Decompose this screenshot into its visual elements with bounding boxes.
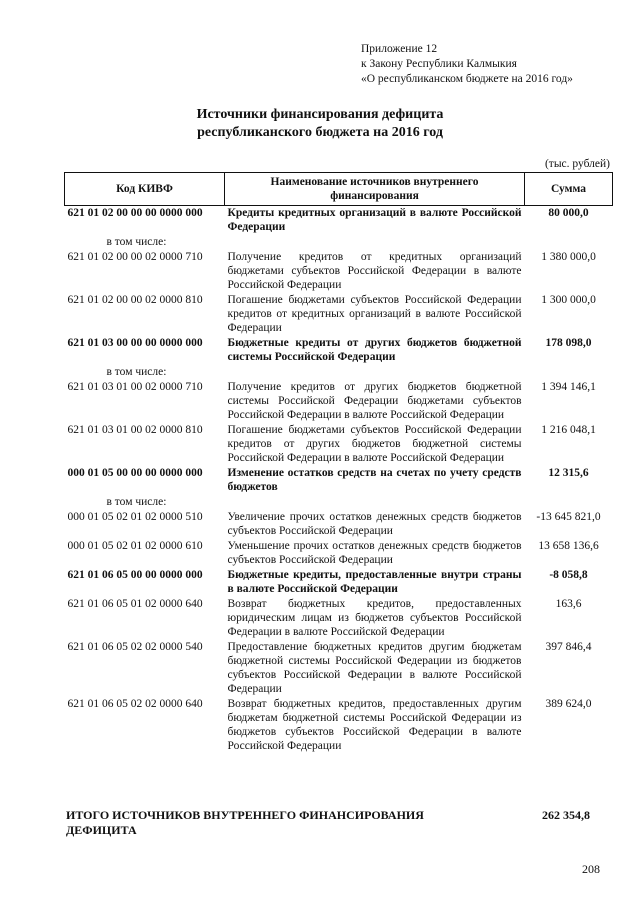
financing-sources-table (64, 172, 613, 754)
cell-name: Предоставление бюджетных кредитов другим бюджетам бюджетной системы Российской Федерации из бюджетов субъектов Российской Федерации в валюте Российской Федерации (227, 641, 522, 695)
cell-sum: 12 315,6 (548, 467, 589, 479)
table-row (65, 495, 613, 510)
cell-name: Бюджетные кредиты от других бюджетов бюджетной системы Российской Федерации (227, 337, 522, 363)
table-row (65, 510, 613, 539)
table-row (65, 206, 613, 236)
cell-code: 000 01 05 02 01 02 0000 510 (67, 511, 203, 523)
header-sum: Сумма (525, 173, 613, 206)
cell-sum: 1 300 000,0 (541, 294, 596, 306)
cell-sum: 178 098,0 (545, 337, 592, 349)
table-row (65, 365, 613, 380)
cell-sum: 1 394 146,1 (541, 381, 596, 393)
table-row (65, 250, 613, 293)
cell-code: 621 01 03 01 00 02 0000 710 (67, 381, 203, 393)
cell-name: Погашение бюджетами субъектов Российской Федерации кредитов от кредитных организаций в валюте Российской Федерации (227, 294, 522, 334)
page-number: 208 (582, 862, 600, 876)
cell-name: Возврат бюджетных кредитов, предоставленных юридическим лицам из бюджетов субъектов Российской Федерации в валюте Российской Федерации (227, 598, 522, 638)
cell-code: 621 01 03 01 00 02 0000 810 (67, 424, 203, 436)
title-line: Источники финансирования дефицита (196, 107, 444, 122)
cell-name: Получение кредитов от других бюджетов бюджетной системы Российской Федерации бюджетами субъектов Российской Федерации в валюте Российской Федерации (227, 381, 522, 421)
cell-code: 621 01 02 00 00 02 0000 810 (67, 294, 203, 306)
table-row (65, 423, 613, 466)
total-label: ИТОГО ИСТОЧНИКОВ ВНУТРЕННЕГО ФИНАНСИРОВАНИЯ ДЕФИЦИТА (66, 808, 424, 837)
table-row (65, 293, 613, 336)
units-label: (тыс. рублей) (544, 158, 610, 170)
total-row (66, 808, 614, 838)
cell-code: 621 01 06 05 02 02 0000 640 (67, 698, 203, 710)
cell-code: 000 01 05 02 01 02 0000 610 (67, 540, 203, 552)
cell-name: Изменение остатков средств на счетах по учету средств бюджетов (227, 467, 522, 493)
appendix-header (361, 42, 573, 87)
header-name: Наименование источников внутреннего финансирования (225, 173, 525, 206)
cell-sum: -8 058,8 (549, 569, 588, 581)
title-line: республиканского бюджета на 2016 год (197, 125, 443, 140)
cell-name: Получение кредитов от кредитных организаций бюджетами субъектов Российской Федерации в валюте Российской Федерации (227, 251, 522, 291)
cell-sum: 1 216 048,1 (541, 424, 596, 436)
appendix-line: «О республиканском бюджете на 2016 год» (361, 73, 573, 85)
including-label: в том числе: (106, 366, 167, 378)
cell-code: 621 01 02 00 00 00 0000 000 (67, 207, 203, 219)
appendix-line: Приложение 12 (361, 43, 438, 55)
cell-sum: -13 645 821,0 (536, 511, 601, 523)
table-row (65, 466, 613, 495)
cell-sum: 1 380 000,0 (541, 251, 596, 263)
table-row (65, 380, 613, 423)
cell-code: 621 01 06 05 01 02 0000 640 (67, 598, 203, 610)
table-row (65, 568, 613, 597)
cell-name: Уменьшение прочих остатков денежных средств бюджетов субъектов Российской Федерации (227, 540, 522, 566)
cell-code: 000 01 05 00 00 00 0000 000 (67, 467, 203, 479)
cell-name: Бюджетные кредиты, предоставленные внутри страны в валюте Российской Федерации (227, 569, 522, 595)
cell-sum: 13 658 136,6 (538, 540, 599, 552)
cell-sum: 389 624,0 (545, 698, 592, 710)
table-row (65, 539, 613, 568)
table-header-row (65, 173, 613, 206)
table-row (65, 640, 613, 697)
total-value: 262 354,8 (542, 808, 590, 822)
document-title (0, 106, 640, 142)
table-row (65, 697, 613, 754)
table-body (65, 206, 613, 755)
cell-code: 621 01 03 00 00 00 0000 000 (67, 337, 203, 349)
cell-code: 621 01 06 05 02 02 0000 540 (67, 641, 203, 653)
cell-sum: 80 000,0 (548, 207, 589, 219)
cell-name: Погашение бюджетами субъектов Российской Федерации кредитов от других бюджетов бюджетной системы Российской Федерации в валюте Российской Федерации (227, 424, 522, 464)
appendix-line: к Закону Республики Калмыкия (361, 58, 517, 70)
including-label: в том числе: (106, 236, 167, 248)
cell-name: Возврат бюджетных кредитов, предоставленных другим бюджетам бюджетной системы Российской Федерации из бюджетов субъектов Российской Федерации в валюте Российской Федерации (227, 698, 522, 752)
cell-sum: 163,6 (555, 598, 582, 610)
cell-code: 621 01 02 00 00 02 0000 710 (67, 251, 203, 263)
cell-name: Увеличение прочих остатков денежных средств бюджетов субъектов Российской Федерации (227, 511, 522, 537)
table-row (65, 597, 613, 640)
cell-sum: 397 846,4 (545, 641, 592, 653)
cell-code: 621 01 06 05 00 00 0000 000 (67, 569, 203, 581)
table-row (65, 336, 613, 365)
table-row (65, 235, 613, 250)
including-label: в том числе: (106, 496, 167, 508)
header-code: Код КИВФ (65, 173, 225, 206)
cell-name: Кредиты кредитных организаций в валюте Российской Федерации (227, 207, 522, 233)
